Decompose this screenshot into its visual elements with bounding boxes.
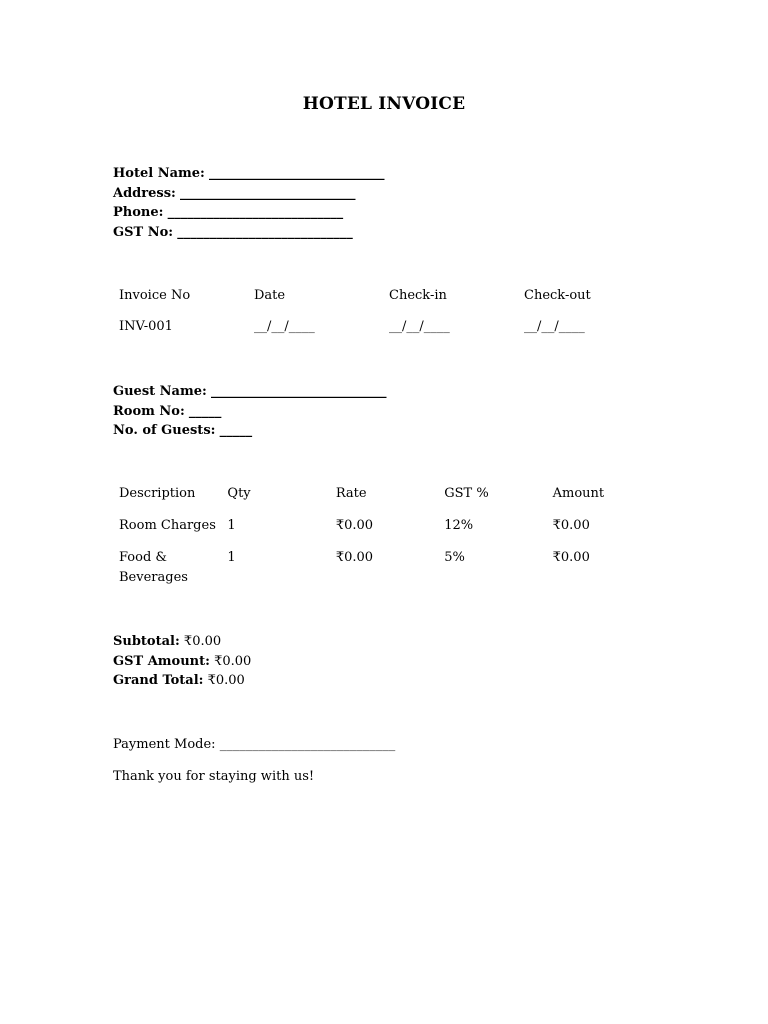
- hotel-name-label: Hotel Name:: [113, 166, 205, 181]
- table-row: [113, 548, 655, 592]
- thank-you-note: Thank you for staying with us!: [113, 769, 315, 784]
- stay-details-table: [113, 286, 653, 348]
- item-amount: ₹0.00: [552, 550, 590, 565]
- check-in-header: Check-in: [389, 288, 447, 303]
- hotel-gst-line: [113, 223, 384, 243]
- check-out-header: Check-out: [524, 288, 591, 303]
- gst-amount-label: GST Amount:: [113, 653, 210, 669]
- invoice-no-header: Invoice No: [119, 288, 191, 303]
- hotel-phone-line: [113, 203, 384, 223]
- hotel-details: [113, 164, 384, 242]
- payment-section: [113, 735, 395, 755]
- hotel-address-line: [113, 184, 384, 204]
- hotel-phone-field: ___________________________: [167, 205, 344, 220]
- item-description: Room Charges: [119, 518, 216, 533]
- item-gst-percent: 12%: [444, 518, 474, 533]
- payment-mode-field: ___________________________: [219, 737, 396, 752]
- item-rate: ₹0.00: [335, 550, 374, 565]
- room-no-line: [113, 402, 386, 422]
- gst-percent-header: GST %: [444, 486, 489, 501]
- stay-header-row: [113, 286, 653, 317]
- grand-total-line: [113, 671, 251, 691]
- subtotal-label: Subtotal:: [113, 634, 180, 649]
- item-rate: ₹0.00: [335, 518, 374, 533]
- gst-amount-value: ₹0.00: [214, 653, 252, 669]
- payment-mode-line: [113, 735, 395, 755]
- guest-name-field: ___________________________: [210, 384, 387, 399]
- item-qty: 1: [227, 550, 236, 565]
- qty-header: Qty: [227, 486, 251, 501]
- date-value: __/__/____: [254, 319, 315, 334]
- stay-value-row: [113, 317, 653, 348]
- guest-name-line: [113, 382, 386, 402]
- guest-details: [113, 382, 386, 441]
- description-header: Description: [119, 486, 196, 501]
- grand-total-value: ₹0.00: [207, 673, 245, 688]
- invoice-no-value: INV-001: [119, 319, 173, 334]
- item-description: Food & Beverages: [119, 550, 188, 585]
- totals-section: [113, 632, 251, 691]
- hotel-name-field: ___________________________: [208, 166, 385, 181]
- hotel-gst-field: ___________________________: [177, 224, 353, 240]
- guest-count-line: [113, 421, 386, 441]
- room-no-label: Room No:: [113, 403, 185, 419]
- check-in-value: __/__/____: [389, 319, 450, 334]
- date-header: Date: [254, 288, 286, 303]
- hotel-address-label: Address:: [113, 185, 176, 201]
- item-qty: 1: [227, 518, 236, 533]
- amount-header: Amount: [552, 486, 605, 501]
- rate-header: Rate: [335, 486, 367, 501]
- guest-count-label: No. of Guests:: [113, 423, 216, 438]
- charges-table: [113, 484, 655, 592]
- payment-mode-label: Payment Mode:: [113, 737, 216, 752]
- grand-total-label: Grand Total:: [113, 673, 204, 688]
- guest-name-label: Guest Name:: [113, 384, 207, 399]
- footer-section: [113, 767, 314, 787]
- invoice-title: HOTEL INVOICE: [302, 94, 466, 114]
- subtotal-line: [113, 632, 251, 652]
- hotel-name-line: [113, 164, 384, 184]
- hotel-phone-label: Phone:: [113, 205, 164, 220]
- hotel-address-field: ___________________________: [179, 185, 356, 201]
- check-out-value: __/__/____: [524, 319, 585, 334]
- item-gst-percent: 5%: [444, 550, 465, 565]
- hotel-gst-label: GST No:: [113, 224, 174, 240]
- charges-header-row: [113, 484, 655, 516]
- room-no-field: _____: [188, 403, 222, 419]
- guest-count-field: _____: [219, 423, 253, 438]
- item-amount: ₹0.00: [552, 518, 590, 533]
- subtotal-value: ₹0.00: [183, 634, 222, 649]
- gst-amount-line: [113, 652, 251, 672]
- table-row: [113, 516, 655, 548]
